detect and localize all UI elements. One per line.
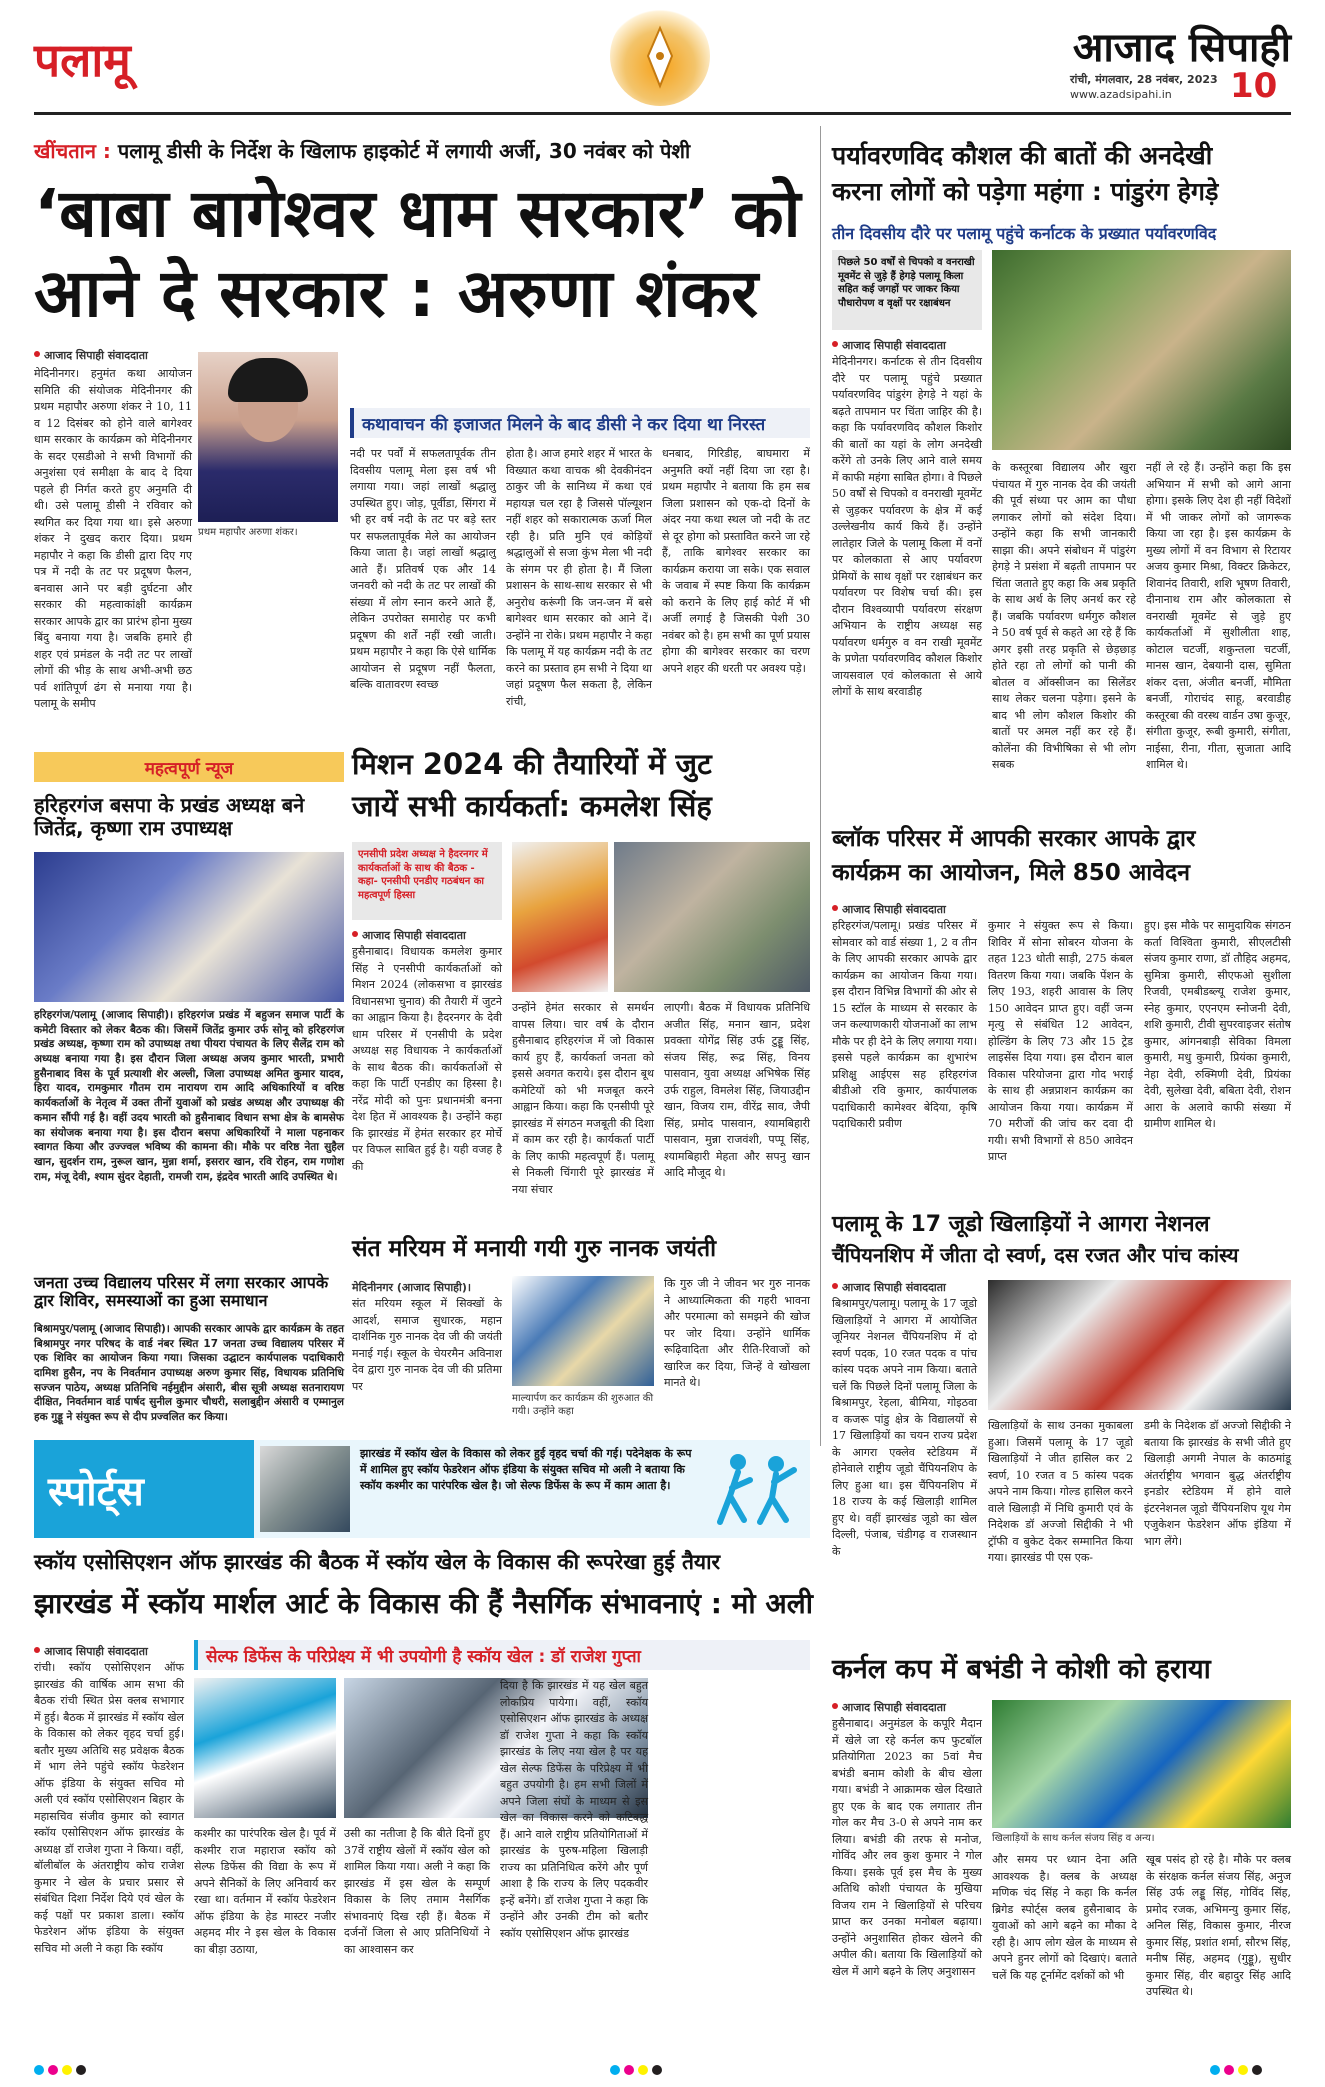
sports-banner	[34, 1440, 810, 1538]
important-news-label-bar	[34, 752, 344, 782]
sports-byline: आजाद सिपाही संवाददाता	[34, 1644, 184, 1659]
judo-headline-2: चैंपियनशिप में जीता दो स्वर्ण, दस रजत और पांच कांस्य	[832, 1243, 1239, 1267]
block-byline: आजाद सिपाही संवाददाता	[832, 902, 982, 917]
environment-story	[832, 126, 1291, 816]
karnal-headline: कर्नल कप में बभंडी ने कोशी को हराया	[832, 1654, 1211, 1685]
mission-col-1: हुसैनाबाद। विधायक कमलेश कुमार सिंह ने एनसीपी कार्यकर्ताओं को मिशन 2024 (लोकसभा व झारखंड विधानसभा चुनाव) की तैयारी में जुटने का आह्वान किया है। हैदरनगर के देवी धाम परिसर में एनसीपी के प्रदेश अध्यक्ष सह विधायक ने कार्यकर्ताओं के साथ बैठक की। कार्यकर्ताओं से कहा कि पार्टी एनडीए का हिस्सा है। नरेंद्र मोदी को पुनः प्रधानमंत्री बनना देश हित में आवश्यक है। उन्होंने कहा कि झारखंड में हेमंत सरकार हर मोर्चे पर विफल साबित हुई है। यही वजह है की	[352, 945, 502, 1173]
guru-nanak-byline: मेदिनीनगर (आजाद सिपाही)।	[352, 1281, 472, 1294]
lead-kicker: खींचतान :	[34, 139, 111, 163]
mission-photo-1	[512, 842, 608, 992]
sports-banner-text: झारखंड में स्कॉय खेल के विकास को लेकर हुई वृहद चर्चा की गई। पदेनेक्षक के रूप में शामिल हुए स्कॉय फेडरेशन ऑफ इंडिया के संयुक्त सचिव मो अली ने बताया कि स्कॉय कश्मीर का पारंपरिक खेल है। जो सेल्फ डिफेंस के रूप में काम आता है।	[360, 1447, 692, 1492]
sports-col-3: उसी का नतीजा है कि बीते दिनों हुए 37वें राष्ट्रीय खेलों में स्कॉय खेल को शामिल किया गया। अली ने कहा कि झारखंड में इस खेल के सम्पूर्ण विकास के लिए तमाम नैसर्गिक संभावनाएं दिख रही हैं। बैठक में दर्जनों जिला से आए प्रतिनिधियों ने का आश्वासन कर	[344, 1827, 490, 1956]
sports-col-2: कश्मीर का पारंपरिक खेल है। पूर्व में कश्मीर राज महाराज स्कॉय को सेल्फ डिफेंस की विद्या के रूप में अपने सैनिकों के लिए अनिवार्य कर रखा था। वर्तमान में स्कॉय फेडरेशन ऑफ इंडिया के हेड मास्टर नजीर अहमद मीर ने इस खेल के विकास का बीड़ा उठाया,	[194, 1827, 336, 1956]
karnal-col-2: और समय पर ध्यान देना अति आवश्यक है। क्लब के अध्यक्ष मणिक चंद सिंह ने कहा कि कर्नल ब्रिगेड स्पोर्ट्स क्लब हुसैनाबाद के युवाओं को आगे बढ़ने का मौका दे रही है। आप लोग खेल के माध्यम से अपने हुनर लोगों को दिखाएं। बताते चलें कि यह टूर्नामेंट दर्शकों को भी	[992, 1853, 1137, 1982]
guru-nanak-photo	[512, 1276, 654, 1386]
date-line: रांची, मंगलवार, 28 नवंबर, 2023	[1070, 73, 1218, 86]
judo-story	[832, 1134, 1291, 1654]
print-color-dots-center	[610, 2060, 666, 2079]
mission-byline: आजाद सिपाही संवाददाता	[352, 928, 502, 943]
sports-headline-2: झारखंड में स्कॉय मार्शल आर्ट के विकास की हैं नैसर्गिक संभावनाएं : मो अली	[34, 1587, 814, 1620]
env-highlight-box	[832, 250, 982, 330]
block-col-3: हुए। इस मौके पर सामुदायिक संगठन कर्ता विश्विता कुमारी, सीएलटीसी संजय कुमार राणा, डॉ तौहिद अहमद, सुमित्रा कुमारी, सीएफओ सुशीला रिजवी, एमबीडब्ल्यू राजेश कुमार, स्नेह कुमार, एएनएम स्नोजनी देवी, शशि कुमारी, टीवी सुपरवाइजर संतोष कुमार, आंगनबाड़ी सेविका विमला कुमारी, मधु कुमारी, प्रियंका कुमारी, नेहा देवी, रुक्मिणी देवी, प्रियंका देवी, सुलेखा देवी, बबिता देवी, रोशन आरा के अलावे काफी संख्या में ग्रामीण शामिल थे।	[1144, 919, 1291, 1130]
mission-headline-2: जायें सभी कार्यकर्ता: कमलेश सिंह	[352, 789, 712, 823]
sports-banner-photo	[260, 1446, 350, 1532]
sports-photo-1	[194, 1678, 336, 1818]
story1-text: हरिहरगंज/पलामू (आजाद सिपाही)। हरिहरगंज प्रखंड में बहुजन समाज पार्टी के कमेटी विस्तार को लेकर बैठक की। जिसमें जितेंद्र कुमार उर्फ सोनू को हरिहरगंज प्रखंड अध्यक्ष, कृष्णा राम को उपाध्यक्ष तथा पीयरा पंचायत के लिए सैलेंद्र राम को अध्यक्ष बनाया गया है। इस दौरान जिला अध्यक्ष अजय कुमार भारती, प्रभारी हुसैनाबाद विस के पूर्व प्रत्याशी शेर अल्ली, जिला उपाध्यक्ष अमित कुमार यादव, हिरा यादव, रामकुमार गौतम राम नारायण राम आदि अधिकारियों व वरिष्ठ कार्यकर्ताओं के नेतृत्व में उक्त तीनों युवाओं को प्रखंड अध्यक्ष और उपाध्यक्ष की कमान सौंपी गई है। वहीं उदय भारती को हुसैनाबाद विधान सभा क्षेत्र के बामसेफ का संयोजक बनाया गया है। इस दौरान बसपा अधिकारियों ने माला पहनाकर स्वागत किया और उज्ज्वल भविष्य की कामना की। मौके पर वरिष्ठ नेता सुहैल खान, सुदर्शन राम, नुरूल खान, मुन्ना शर्मा, इसरार खान, रवि रोहन, राम गणोश राम, मंजू देवी, श्याम सुंदर देहाती, रामजी राम, इंद्रदेव भारती आदि उपस्थित थे।	[34, 1009, 344, 1183]
env-subhead: तीन दिवसीय दौरे पर पलामू पहुंचे कर्नाटक के प्रख्यात पर्यावरणविद	[832, 224, 1217, 243]
sports-col-4: दिया है कि झारखंड में यह खेल बहुत लोकप्रिय पायेगा। वहीं, स्कॉय एसोसिएशन ऑफ झारखंड के अध्यक्ष डॉ राजेश गुप्ता ने कहा कि स्कॉय झारखंड के लिए नया खेल है पर यह खेल सेल्फ डिफेंस के परिप्रेक्ष्य में भी बहुत उपयोगी है। हम सभी जिलों में अपने जिला संघों के माध्यम से इस खेल का विकास करने को कटिबद्ध हैं। आने वाले राष्ट्रीय प्रतियोगिताओं में झारखंड के पुरुष-महिला खिलाड़ी राज्य का प्रतिनिधित्व करेंगे और पूर्ण आशा है कि राज्य के लिए पदकवीर इन्हें बनेंगे। डॉ राजेश गुप्ता ने कहा कि उन्होंने और उनकी टीम को बतौर स्कॉय एसोसिएशन ऑफ झारखंड	[500, 1679, 648, 1940]
guru-nanak-headline: संत मरियम में मनायी गयी गुरु नानक जयंती	[352, 1236, 717, 1262]
mission-highlight-box	[352, 842, 502, 920]
page-number: 10	[1230, 66, 1278, 106]
story1-photo	[34, 852, 344, 1002]
env-col-2: के कस्तूरबा विद्यालय और खुरा पंचायत में गुरु नानक देव की जयंती की पूर्व संध्या पर आम का पौधा लगाकर लोगों को संदेश दिया। उन्होंने कहा कि सभी जानकारी साझा की। अपने संबोधन में पांडुरंग हेगड़े ने प्रसंशा में बढ़ती तापमान पर चिंता जताते हुए कहा कि अब प्रकृति के साथ अर्थ के लिए अनर्थ कर रहे हैं। जबकि पर्यावरण धर्मगुरु कौशल ने 50 वर्ष पूर्व से कहते आ रहे हैं कि अगर इसी तरह प्रकृति से छेड़छाड़ होते रहा तो लोगों को पानी की बोतल व ऑक्सीजन का सिलेंडर साथ लेकर चलना पड़ेगा। इसने के बाद भी लोग कौशल किशोर की बातों पर अमल नहीं कर रहे हैं। कोलेंना की विभीषिका से भी लोग सबक	[992, 461, 1136, 771]
lead-byline: आजाद सिपाही संवाददाता	[34, 348, 184, 363]
lead-kicker-text: पलामू डीसी के निर्देश के खिलाफ हाइकोर्ट में लगायी अर्जी, 30 नवंबर को पेशी	[117, 139, 691, 163]
judo-col-1: बिश्रामपुर/पलामू। पलामू के 17 जूडो खिलाड़ियों ने आगरा में आयोजित जूनियर नेशनल चैंपियनशिप में दो स्वर्ण पदक, 10 रजत पदक व पांच कांस्य पदक अपने नाम किया। बताते चलें कि पिछले दिनों पलामू जिला के बिश्रामपुर, रेहला, बीमिया, गोइठवा व कजरू पांडु क्षेत्र के विद्यालयों से 17 खिलाड़ियों का चयन राज्य प्रदेश के आगरा एक्लेव स्टेडियम में होनेवाले राष्ट्रीय जूडो चैंपियनशिप के लिए हुआ था। इस चैंपियनशिप में 18 राज्य के कई खिलाड़ी शामिल हुए थे। वहीं झारखंड जूडो का खेल दिल्ली, पंजाब, चंडीगढ़ व राजस्थान के	[832, 1297, 977, 1558]
block-headline-1: ब्लॉक परिसर में आपकी सरकार आपके द्वार	[832, 826, 1196, 852]
mission-col-3: लाएगी। बैठक में विधायक प्रतिनिधि अजीत सिंह, मनान खान, प्रदेश प्रवक्ता योगेंद्र सिंह उर्फ टुड्डू सिंह, संजय सिंह, रूद्र सिंह, विनय पासवान, युवा अध्यक्ष अभिषेक सिंह उर्फ राहुल, विमलेश सिंह, जियाउद्दीन खान, विजय राम, वीरेंद्र साव, जैपी सिंह, प्रमोद पासवान, श्यामबिहारी पासवान, मुन्ना राजवंशी, पप्पू सिंह, श्यामबिहारी मेहता और सपनु खान आदि मौजूद थे।	[664, 1001, 810, 1179]
sports-label: स्पोर्ट्स	[48, 1469, 144, 1515]
section-name: पलामू	[34, 33, 131, 87]
pen-nib-logo	[610, 6, 710, 106]
karnal-col-3: खूब पसंद हो रहे है। मौके पर क्लब के संरक्षक कर्नल संजय सिंह, अनुज सिंह उर्फ लड्डू सिंह, गोविंद सिंह, प्रमोद रजक, अभिमन्यु कुमार सिंह, अनिल सिंह, विकास कुमार, नीरज कुमार सिंह, प्रशांत शर्मा, सौरभ सिंह, मनीष सिंह, अहमद (गुड्डू), सुधीर कुमार सिंह, वीर बहादुर सिंह आदि उपस्थित थे।	[1146, 1853, 1291, 1998]
sports-story	[34, 1544, 814, 2038]
karnal-story	[832, 1654, 1291, 2038]
lead-headline-2: आने दे सरकार : अरुणा शंकर	[34, 255, 759, 332]
story1-headline: हरिहरगंज बसपा के प्रखंड अध्यक्ष बने जितेंद्र, कृष्णा राम उपाध्यक्ष	[34, 793, 305, 840]
judo-headline-1: पलामू के 17 जूडो खिलाड़ियों ने आगरा नेशनल	[832, 1212, 1210, 1237]
guru-nanak-caption: माल्यार्पण कर कार्यक्रम की शुरुआत की गयी। उन्होंने कहा	[512, 1393, 654, 1417]
sports-headline-1: स्कॉय एसोसिएशन ऑफ झारखंड की बैठक में स्कॉय खेल के विकास की रूपरेखा हुई तैयार	[34, 1550, 721, 1574]
mission-col-2: उन्होंने हेमंत सरकार से समर्थन वापस लिया। चार वर्ष के दौरान हुसैनाबाद हरिहरगंज में जो विकास कार्य हुए हैं, कार्यकर्ता जनता को इससे अवगत कराये। इस दौरान बूथ कमेटियों को भी मजबूत करने आह्वान किया। कहा कि एनसीपी पूरे झारखंड में संगठन मजबूती की दिशा में काम कर रही है। कार्यकर्ता पार्टी के लिए काफी महत्वपूर्ण हैं। पलामू से निकली चिंगारी पूरे झारखंड में नया संचार	[512, 1001, 654, 1196]
lead-col-4: धनबाद, गिरिडीह, बाघमारा में अनुमति क्यों नहीं दिया जा रहा है। प्रथम महापौर ने बताया कि हम सब जिला प्रशासन को एक-दो दिनों के अंदर नया कथा स्थल जो नदी के तट से दूर होगा को प्रस्तावित करने जा रहे हैं, ताकि बागेश्वर सरकार का कार्यक्रम कराया जा सके। एक सवाल के जवाब में स्पष्ट किया कि कार्यक्रम को कराने के लिए हाई कोर्ट में भी अर्जी लगाई है जिसकी पेशी 30 नवंबर को है। हम सभी का पूर्ण प्रयास होगा की बागेश्वर सरकार का चरण अपने शहर की धरती पर अवश्य पड़े।	[662, 447, 810, 675]
lead-col-2: नदी पर पर्वों में सफलतापूर्वक तीन दिवसीय पलामू मेला इस वर्ष भी लगाया गया। जहां लाखों श्रद्धालु उपस्थित हुए। जोड़, पूर्वीडा, सिंगरा में भी हर वर्ष नदी के तट पर बड़े स्तर पर सफलतापूर्वक मेले का आयोजन किया जाता है। जहां लाखों श्रद्धालु आते हैं। प्रतिवर्ष एक और 14 जनवरी को नदी के तट पर लाखों की संख्या में लोग स्नान करने आते हैं, लेकिन उपरोक्त समारोह पर कभी प्रदूषण की शर्तें नहीं रखी जाती। प्रथम महापौर ने कहा कि ऐसे धार्मिक आयोजन से प्रदूषण नहीं फैलता, बल्कि वातावरण स्वच्छ	[350, 447, 496, 691]
judo-photo	[988, 1280, 1291, 1410]
karnal-photo	[992, 1700, 1291, 1828]
block-col-2: कुमार ने संयुक्त रूप से किया। शिविर में सोना सोबरन योजना के तहत 123 धोती साड़ी, 275 कंबल वितरण किया गया। जबकि पेंशन के लिए 193, शहरी आवास के लिए 150 आवेदन प्राप्त हुए। वहीं जन्म मृत्यु से संबंधित 12 आवेदन, होल्डिंग के लिए 73 और 15 ट्रेड लाइसेंस दिया गया। इस दौरान बाल विकास परियोजना द्वारा गोद भराई के साथ ही अन्नप्राशन कार्यक्रम का आयोजन किया गया। कार्यक्रम में 70 मरीजों की जांच कर दवा दी गयी। सभी विभागों से 850 आवेदन प्राप्त	[988, 919, 1133, 1163]
env-headline-1: पर्यावरणविद कौशल की बातों की अनदेखी	[832, 141, 1213, 170]
block-col-1: हरिहरगंज/पलामू। प्रखंड परिसर में सोमवार को वार्ड संख्या 1, 2 व तीन के लिए आपकी सरकार आपके द्वार कार्यक्रम का आयोजन किया गया। इस दौरान विभिन्न विभागों की ओर से 15 स्टॉल के माध्यम से सरकार के जन कल्याणकारी योजनाओं का लाभ मौके पर ही देने के लिए लगाया गया। इससे पहले कार्यक्रम का शुभारंभ प्रशिक्षु आईएस सह हरिहरगंज बीडीओ रवि कुमार, कार्यपालक पदाधिकारी कामेश्वर बेदिया, कृषि पदाधिकारी प्रवीण	[832, 919, 977, 1130]
lead-col-1b	[198, 546, 338, 752]
website[interactable]: www.azadsipahi.in	[1070, 88, 1172, 101]
print-color-dots-right	[1210, 2060, 1266, 2079]
story2-text: बिश्रामपुर/पलामू (आजाद सिपाही)। आपकी सरकार आपके द्वार कार्यक्रम के तहत बिश्रामपुर नगर परिषद के वार्ड नंबर स्थित 17 जनता उच्च विद्यालय परिसर में एक शिविर का आयोजन किया गया। जिसका उद्घाटन कार्यपालक पदाधिकारी दामिश हुसैन, नप के निवर्तमान उपाध्यक्ष अरुण कुमार सिंह, विधायक प्रतिनिधि सज्जन पाठेय, अध्यक्ष प्रतिनिधि नईमुद्दीन अंसारी, बीस सूत्री अध्यक्ष सतनारायण दीक्षित, निवर्तमान वार्ड पार्षद सुनील कुमार चौधरी, सलाबुद्दीन अंसारी व एम्मानुल हक गुड्डू ने संयुक्त रूप से दीप प्रज्वलित कर किया।	[34, 1323, 344, 1424]
judo-byline: आजाद सिपाही संवाददाता	[832, 1280, 982, 1295]
sports-col-5	[658, 1678, 810, 2038]
judo-col-3: डमी के निदेशक डॉ अज्जो सिद्दीकी ने बताया कि झारखंड के सभी जीते हुए खिलाड़ी अगमी नेपाल के काठमांडू अंतर्राष्ट्रीय भगवान बुद्ध अंतर्राष्ट्रीय इनडोर स्टेडियम में होने वाले इंटरनेशनल जूडो चैंपियनशिप यूथ गेम एजुकेशन फेडरेशन ऑफ इंडिया में भाग लेंगे।	[1144, 1419, 1291, 1548]
lead-sub-strip: कथावाचन की इजाजत मिलने के बाद डीसी ने कर दिया था निरस्त	[350, 408, 810, 438]
env-byline: आजाद सिपाही संवाददाता	[832, 338, 982, 353]
masthead	[0, 0, 1325, 118]
lead-col-1: मेदिनीनगर। हनुमंत कथा आयोजन समिति की संयोजक मेदिनीनगर की प्रथम महापौर अरुणा शंकर ने 10, 11 व 12 दिसंबर को होने वाले बागेश्वर धाम सरकार के कार्यक्रम को मेदिनीनगर के सदर एसडीओ ने सभी विभागों की अनुशंसा एवं समीक्षा के बाद दे दिया पहले ही निर्गत करते हुए अनुमति दी थी। उसे पलामू डीसी ने रविवार को स्थगित कर दिया गया था। इसे अरुणा शंकर ने दुखद करार दिया। प्रथम महापौर ने कहा कि डीसी द्वारा दिए गए पत्र में नदी के तट पर प्रदूषण फैलन, बनवास आने पर बड़ी दुर्घटना और सरकार की महत्वाकांक्षी कार्यक्रम सरकार आपके द्वार का प्रारंभ होना मुख्य बिंदु बनाया गया है। जबकि हमारे ही शहर एवं प्रमंडल के नदी तट पर लाखों लोगों की भीड़ के साथ अभी-अभी छठ पर्व शांतिपूर्ण ढंग से मनाया गया है। पलामू के समीप	[34, 367, 192, 710]
lead-story	[34, 126, 810, 752]
judo-col-2: खिलाड़ियों के साथ उनका मुकाबला हुआ। जिसमें पलामू के 17 जूडो खिलाड़ियों ने जीत हासिल कर 2 स्वर्ण, 10 रजत व 5 कांस्य पदक अपने नाम किया। गोल्ड हासिल करने वाले खिलाड़ी में निधि कुमारी एवं के निदेशक डॉ अज्जो सिद्दीकी ने भी ट्रॉफी व बुकेट देकर सम्मानित किया गया। झारखंड पी एस एक-	[988, 1419, 1133, 1564]
sports-col-1: रांची। स्कॉय एसोसिएशन ऑफ झारखंड की वार्षिक आम सभा की बैठक रांची स्थित प्रेस क्लब सभागार में हुई। बैठक में झारखंड में स्कॉय खेल के विकास को लेकर वृहद चर्चा हुई। बतौर मुख्य अतिथि सह प्रवेक्षक बैठक में भाग लेने पहुंचे स्कॉय फेडरेशन ऑफ इंडिया के संयुक्त सचिव मो अली एवं स्कॉय एसोसिएशन बिहार के महासचिव संजीव कुमार को स्वागत स्कॉय एसोसिएशन ऑफ झारखंड के अध्यक्ष डॉ राजेश गुप्ता ने किया। वहीं, बॉलीबॉल के अंतराष्ट्रीय कोच राजेश कुमार ने खेल के प्रचार प्रसार से संबंधित दिशा निर्देश दिये एवं खेल के कई पक्षों पर प्रकाश डाला। स्कॉय फेडरेशन ऑफ इंडिया के संयुक्त सचिव मो अली ने कहा कि स्कॉय	[34, 1661, 184, 1955]
env-highlight-text: पिछले 50 वर्षों से चिपको व वनराखी मूवमेंट से जुड़े हैं हेगड़े पलामू किला सहित कई जगहों पर जाकर किया पौधारोपण व वृक्षों पर रक्षाबंधन	[838, 257, 975, 309]
sports-sub-strip: सेल्फ डिफेंस के परिप्रेक्ष्य में भी उपयोगी है स्कॉय खेल : डॉ राजेश गुप्ता	[194, 1640, 810, 1670]
env-headline-2: करना लोगों को पड़ेगा महंगा : पांडुरंग हेगड़े	[832, 177, 1219, 206]
sports-silhouette-icon	[710, 1448, 802, 1530]
mission-headline-1: मिशन 2024 की तैयारियों में जुट	[352, 747, 712, 781]
karnal-col-1: हुसैनाबाद। अनुमंडल के कपूरि मैदान में खेले जा रहे कर्नल कप फुटबॉल प्रतियोगिता 2023 का 5वां मैच बभंडी बनाम कोशी के बीच खेला गया। बभंडी ने आक्रामक खेल दिखाते हुए एक के बाद एक लगातार तीन गोल कर मैच 3-0 से अपने नाम कर लिया। बभंडी की तरफ से मनोज, गोविंद और लव कुश कुमार ने गोल किया। इसके पूर्व इस मैच के मुख्य अतिथि कोशी पंचायत के मुखिया विजय राम ने खिलाड़ियों से परिचय प्राप्त कर उनका मनोबल बढ़ाया। उन्होंने अनुशासित होकर खेलने की अपील की। बताया कि खिलाड़ियों को खेल में आगे बढ़ने के लिए अनुशासन	[832, 1717, 982, 1978]
story2-headline: जनता उच्च विद्यालय परिसर में लगा सरकार आपके द्वार शिविर, समस्याओं का हुआ समाधान	[34, 1273, 329, 1311]
karnal-byline: आजाद सिपाही संवाददाता	[832, 1700, 982, 1715]
lead-col-3: होता है। आज हमारे शहर में भारत के विख्यात कथा वाचक श्री देवकीनंदन ठाकुर जी के सानिध्य में कथा एवं महायज्ञ चल रहा है जिससे पॉल्यूशन नहीं शहर को सकारात्मक ऊर्जा मिल रही है। प्रति मुनि एवं कोड़ियों श्रद्धालुओं से सजा कुंभ मेला भी नदी के संगम पर ही होता है। मैं जिला प्रशासन के साथ-साथ सरकार से भी अनुरोध करूंगी कि जन-जन में बसे बागेश्वर धाम सरकार को आने दें। उन्होंने ना रोके। प्रथम महापौर ने कहा कि पलामू में यह कार्यक्रम नदी के तट करने का प्रस्ताव हम सभी ने दिया था जहां प्रदूषण फैल सकता है, लेकिन रांची,	[506, 447, 652, 708]
lead-photo	[198, 352, 338, 522]
vertical-divider	[820, 126, 821, 1446]
mission-highlight-text: एनसीपी प्रदेश अध्यक्ष ने हैदरनगर में कार्यकर्ताओं के साथ की बैठक - कहा- एनसीपी एनडीए गठबंधन का महत्वपूर्ण हिस्सा	[358, 849, 488, 901]
block-headline-2: कार्यक्रम का आयोजन, मिले 850 आवेदन	[832, 860, 1190, 886]
guru-nanak-col-1: संत मरियम स्कूल में सिक्खों के आदर्श, समाज सुधारक, महान दार्शनिक गुरु नानक देव जी की जयंती मनाई गई। स्कूल के चेयरमैन अविनाश देव द्वारा गुरु नानक देव जी की प्रतिमा पर	[352, 1297, 502, 1393]
lead-kicker-line	[34, 140, 810, 163]
env-photo	[992, 250, 1291, 450]
lead-photo-caption: प्रथम महापौर अरुणा शंकर।	[198, 527, 298, 538]
env-col-3: नहीं ले रहे हैं। उन्होंने कहा कि इस अभियान में सभी को आगे आना होगा। इसके लिए देश ही नहीं विदेशों में भी जाकर लोगों को जागरूक किया जा रहा है। इस कार्यक्रम के मुख्य लोगों में वन विभाग से रिटायर अजय कुमार मिश्रा, विक्टर क्रिकेटर, शिवानंद तिवारी, शशि भूषण तिवारी, दीनानाथ राम और कोलकाता से वनराखी मूवमेंट से जुड़े हुए कार्यकर्ताओं में सुशीलीता शाह, कोटाल चटर्जी, शकुन्तला चटर्जी, मानस खान, देबयानी दास, सुमिता शंकर दत्ता, अंजीत बनर्जी, मौमिता बनर्जी, गोराचंद साहू, बरवाडीह कस्तूरबा की वरस्थ वार्डन उषा कुजूर, संगीता कुजूर, रूबी कुमारी, संगीता, नाईसा, रीना, गीता, सुजाता आदि शामिल थे।	[1146, 461, 1291, 771]
important-news	[34, 752, 344, 1432]
paper-name: आजाद सिपाही	[1072, 25, 1291, 71]
guru-nanak-story	[352, 1236, 810, 1432]
masthead-divider	[34, 112, 1291, 115]
mission-story	[352, 742, 810, 1232]
mission-photo-2	[614, 842, 810, 992]
karnal-photo-caption: खिलाड़ियों के साथ कर्नल संजय सिंह व अन्य।	[992, 1833, 1155, 1844]
important-news-label: महत्वपूर्ण न्यूज	[144, 759, 234, 779]
sports-label-bg	[34, 1440, 254, 1538]
guru-nanak-col-2: कि गुरु जी ने जीवन भर गुरु नानक ने आध्यात्मिकता की गहरी भावना और परमात्मा को समझने की खोज पर जोर दिया। उन्होंने धार्मिक रूढ़िवादिता और रीति-रिवाजों को खारिज कर दिया, जिन्हें वे खोखला मानते थे।	[664, 1277, 810, 1389]
env-col-1: मेदिनीनगर। कर्नाटक से तीन दिवसीय दौरे पर पलामू पहुंचे प्रख्यात पर्यावरणविद पांडुरंग हेगड़े ने यहां के बढ़ते तापमान पर चिंता जाहिर की है। कहा कि पर्यावरणविद कौशल किशोर की बातों का यहां के लोग अनदेखी करेंगे तो उनके लिए आने वाले समय में काफी महंगा साबित होगा। वे पिछले 50 वर्षों से चिपको व वनराखी मूवमेंट से जुड़कर पर्यावरण के क्षेत्र में कई उल्लेखनीय कार्य किये हैं। उन्होंने लातेहार जिले के पलामू किला में वनों पर कोलकाता से आए पर्यावरण प्रेमियों के साथ वृक्षों पर रक्षाबंधन कर पर्यावरण पर विशेष चर्चा की। इस दौरान विश्वव्यापी पर्यावरण संरक्षण अभियान के राष्ट्रीय अध्यक्ष सह पर्यावरण धर्मगुरु व वन राखी मूवमेंट के प्रणेता पर्यावरणविद कौशल किशोर जायसवाल एवं कोलकाता से आये लोगों के साथ बरवाडीह	[832, 355, 982, 698]
print-color-dots-left	[34, 2060, 90, 2079]
lead-headline-1: ‘बाबा बागेश्वर धाम सरकार’ को	[34, 175, 801, 252]
